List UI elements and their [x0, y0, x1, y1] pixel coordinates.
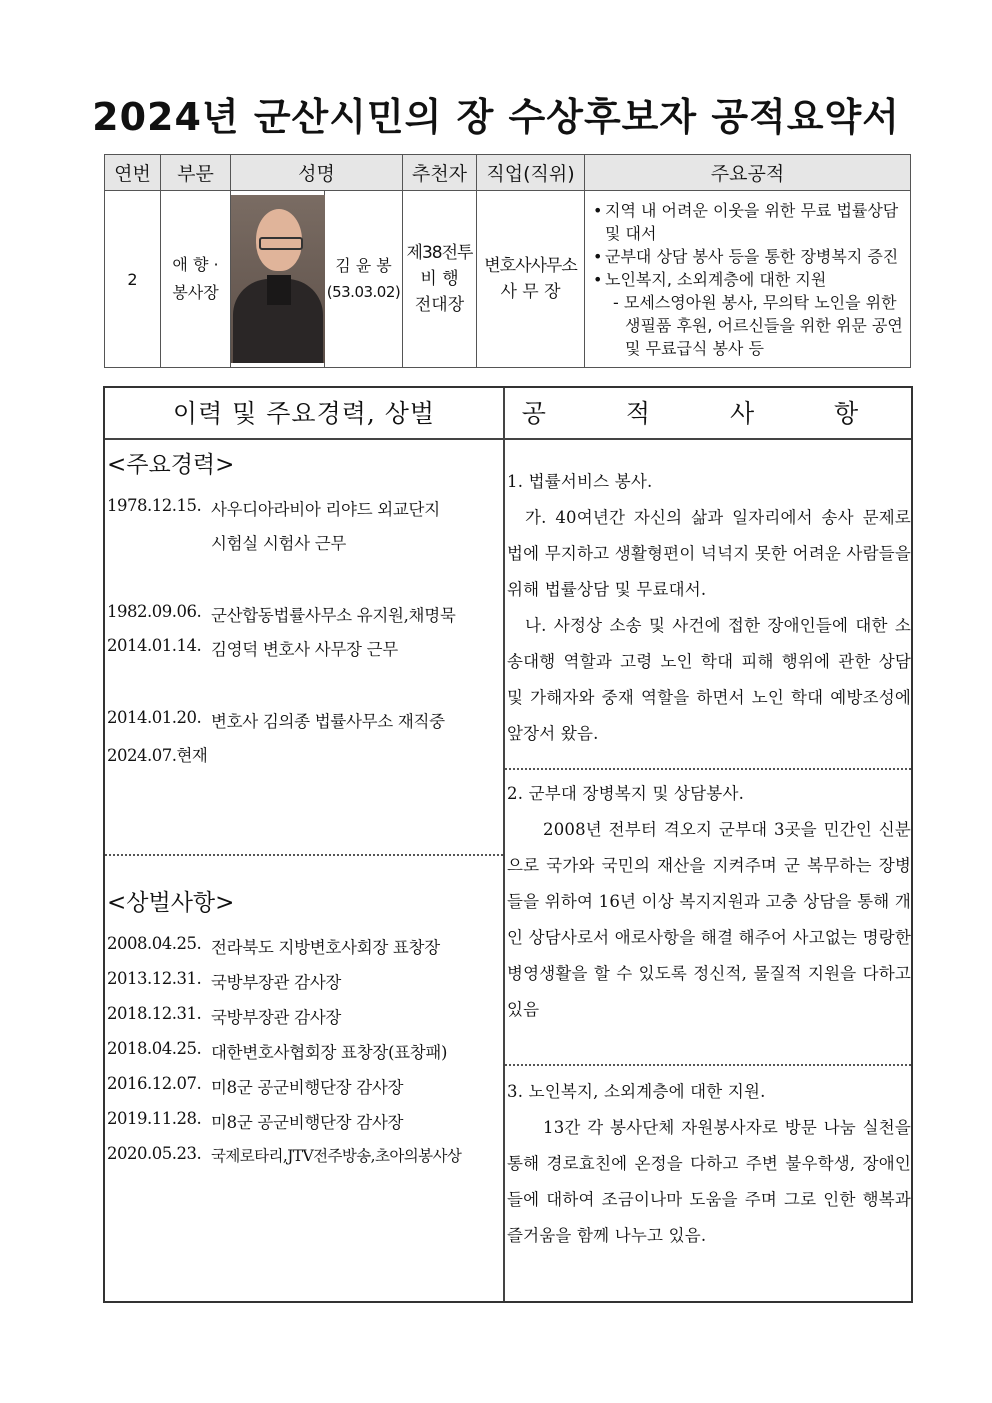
header-job: 직업(직위) [477, 155, 585, 191]
category-line-2: 봉사장 [172, 283, 219, 302]
section-divider [105, 854, 503, 856]
merit-item-title: 1. 법률서비스 봉사. [507, 472, 653, 491]
award-text: 미8군 공군비행단장 감사장 [211, 1078, 404, 1097]
detail-box [103, 386, 913, 1303]
photo-cell [231, 191, 325, 368]
candidate-name: 김 윤 봉 [335, 256, 392, 275]
award-date: 2018.04.25. [107, 1039, 202, 1058]
career-date: 2014.01.20. [107, 708, 202, 727]
row-merits [585, 191, 911, 368]
merit-item-1 [507, 464, 911, 752]
merit-paragraph: 나. 사정상 소송 및 사건에 접한 장애인들에 대한 소송대행 역할과 고령 노인 학대 피해 행위에 관한 상담 및 가해자와 중재 역할을 하면서 노인 학대 예방조성에 앞장서 왔음. [507, 616, 911, 743]
career-text: 시험실 시험사 근무 [211, 534, 347, 553]
recommender-line-2: 비 행 [420, 269, 459, 289]
row-job [477, 191, 585, 368]
header-number: 연번 [105, 155, 161, 191]
award-text: 국방부장관 감사장 [211, 1008, 342, 1027]
merit-item-title: 3. 노인복지, 소외계층에 대한 지원. [507, 1082, 766, 1101]
award-date: 2008.04.25. [107, 934, 202, 953]
award-date: 2019.11.28. [107, 1109, 202, 1128]
merit-paragraph: 가. 40여년간 자신의 삶과 일자리에서 송사 문제로 법에 무지하고 생활형편이 넉넉지 못한 어려운 사람들을 위해 법률상담 및 무료대서. [507, 508, 911, 599]
award-text: 국제로타리,JTV전주방송,초아의봉사상 [211, 1147, 462, 1165]
candidate-birth: (53.03.02) [326, 283, 401, 301]
header-divider [105, 438, 911, 440]
section-divider [505, 1064, 911, 1066]
award-text: 국방부장관 감사장 [211, 973, 342, 992]
award-date: 2013.12.31. [107, 969, 202, 988]
award-text: 대한변호사협회장 표창장(표창패) [211, 1043, 448, 1062]
merit-paragraph: 13간 각 봉사단체 자원봉사자로 방문 나눔 실천을 통해 경로효친에 온정을 다하고 주변 불우학생, 장애인들에 대하여 조금이나마 도움을 주며 그로 인한 행복과 즐거움을 함께 나누고 있음. [507, 1118, 911, 1245]
header-name: 성명 [231, 155, 403, 191]
header-recommender: 추천자 [403, 155, 477, 191]
job-line-2: 사 무 장 [500, 282, 561, 302]
award-date: 2016.12.07. [107, 1074, 202, 1093]
career-text: 군산합동법률사무소 유지원,채명묵 [211, 606, 456, 625]
career-text: 변호사 김의종 법률사무소 재직중 [211, 712, 445, 731]
row-category [161, 191, 231, 368]
merit-header: 공 적 사 항 [521, 399, 895, 428]
candidate-photo [231, 195, 325, 363]
merit-item: • 노인복지, 소외계층에 대한 지원 [605, 268, 904, 291]
summary-header-row [105, 155, 911, 191]
career-header: 이력 및 주요경력, 상벌 [172, 399, 436, 428]
merit-item-title: 2. 군부대 장병복지 및 상담봉사. [507, 784, 745, 803]
job-line-1: 변호사사무소 [484, 256, 577, 276]
award-date: 2018.12.31. [107, 1004, 202, 1023]
award-text: 미8군 공군비행단장 감사장 [211, 1113, 404, 1132]
header-category: 부문 [161, 155, 231, 191]
career-date: 2024.07.현재 [107, 746, 208, 765]
merit-item-3 [507, 1074, 911, 1254]
merit-sub-item: - 모세스영아원 봉사, 무의탁 노인을 위한 생필품 후원, 어르신들을 위한 위문 공연 및 무료급식 봉사 등 [613, 292, 903, 358]
award-date: 2020.05.23. [107, 1144, 202, 1163]
merit-item-2 [507, 776, 911, 1028]
summary-table [104, 154, 911, 368]
career-date: 2014.01.14. [107, 636, 202, 655]
merit-list [591, 199, 904, 360]
row-recommender [403, 191, 477, 368]
career-text: 사우디아라비아 리야드 외교단지 [211, 500, 440, 519]
career-date: 1978.12.15. [107, 496, 202, 515]
merit-item: • 지역 내 어려운 이웃을 위한 무료 법률상담 및 대서 [605, 199, 904, 245]
career-text: 김영덕 변호사 사무장 근무 [211, 640, 398, 659]
career-title: <주요경력> [107, 452, 235, 478]
section-divider [505, 768, 911, 770]
row-number: 2 [105, 191, 161, 368]
career-date: 1982.09.06. [107, 602, 202, 621]
document-title: 2024년 군산시민의 장 수상후보자 공적요약서 [92, 95, 900, 139]
merit-paragraph: 2008년 전부터 격오지 군부대 3곳을 민간인 신분으로 국가와 국민의 재산을 지켜주며 군 복무하는 장병들을 위하여 16년 이상 복지지원과 고충 상담을 통해 개인 상담사로서 애로사항을 해결 해주어 사고없는 명랑한 병영생활을 할 수 있도록 정신적, 물질적 지원을 다하고 있음 [507, 820, 911, 1019]
award-title: <상벌사항> [107, 890, 235, 916]
award-text: 전라북도 지방변호사회장 표창장 [211, 938, 440, 957]
column-divider [503, 388, 505, 1301]
category-line-1: 애 향 · [172, 255, 219, 274]
summary-data-row [105, 191, 911, 368]
row-name [325, 191, 403, 368]
header-merits: 주요공적 [585, 155, 911, 191]
recommender-line-3: 전대장 [414, 295, 465, 315]
recommender-line-1: 제38전투 [406, 243, 473, 263]
merit-item: • 군부대 상담 봉사 등을 통한 장병복지 증진 [605, 245, 904, 268]
